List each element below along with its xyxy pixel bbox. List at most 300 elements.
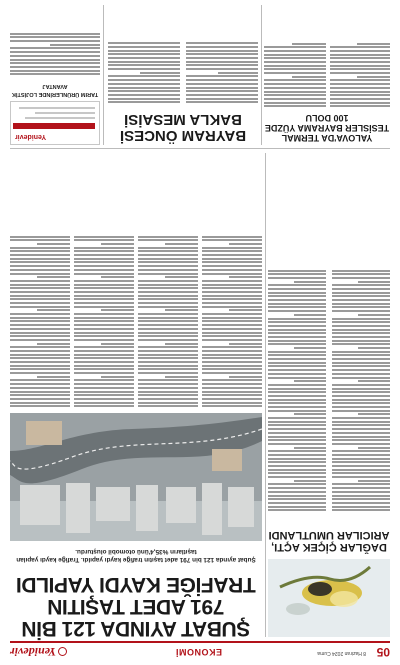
body-text-line	[268, 410, 326, 412]
body-text-line	[202, 247, 262, 249]
body-text-line	[108, 68, 180, 70]
body-text-line	[10, 40, 100, 42]
body-text-line	[186, 79, 258, 81]
body-text-line	[264, 105, 326, 107]
body-text-line	[37, 343, 70, 345]
body-text-line	[218, 72, 258, 74]
bottom2-body-col1	[330, 9, 390, 109]
body-text-line	[268, 458, 326, 460]
body-text-line	[74, 394, 134, 396]
body-text-line	[138, 262, 198, 264]
body-text-line	[74, 398, 134, 400]
body-text-line	[10, 55, 100, 57]
body-text-line	[101, 276, 134, 278]
body-text-line	[332, 402, 390, 404]
body-text-line	[202, 284, 262, 286]
body-text-line	[10, 391, 70, 393]
body-text-line	[202, 350, 262, 352]
body-text-line	[332, 362, 390, 364]
body-text-line	[268, 487, 326, 489]
body-text-line	[264, 80, 326, 82]
body-text-line	[108, 101, 180, 103]
body-text-line	[268, 369, 326, 371]
body-text-line	[268, 303, 326, 305]
body-text-line	[108, 94, 180, 96]
body-text-line	[140, 72, 180, 74]
body-text-line	[10, 398, 70, 400]
body-text-line	[74, 317, 134, 319]
body-text-line	[332, 277, 390, 279]
body-text-line	[202, 302, 262, 304]
main-body-col1	[202, 153, 262, 409]
body-text-line	[74, 280, 134, 282]
body-text-line	[229, 376, 262, 378]
body-text-line	[108, 79, 180, 81]
body-text-line	[264, 91, 326, 93]
body-text-line	[186, 53, 258, 55]
body-text-line	[74, 365, 134, 367]
body-text-line	[138, 339, 198, 341]
body-text-line	[332, 502, 390, 504]
body-text-line	[186, 42, 258, 44]
body-text-line	[202, 328, 262, 330]
body-text-line	[10, 51, 100, 53]
body-text-line	[138, 269, 198, 271]
body-text-line	[138, 387, 198, 389]
body-text-line	[74, 383, 134, 385]
body-text-line	[74, 265, 134, 267]
body-text-line	[332, 310, 390, 312]
body-text-line	[74, 295, 134, 297]
body-text-line	[138, 280, 198, 282]
body-text-line	[357, 76, 390, 78]
body-text-line	[332, 340, 390, 342]
body-text-line	[292, 43, 326, 45]
body-text-line	[202, 265, 262, 267]
body-text-line	[10, 372, 70, 374]
main-body-col4	[10, 153, 70, 409]
body-text-line	[358, 281, 390, 283]
body-text-line	[332, 458, 390, 460]
body-text-line	[108, 90, 180, 92]
body-text-line	[330, 105, 390, 107]
body-text-line	[264, 65, 326, 67]
body-text-line	[202, 258, 262, 260]
body-text-line	[74, 291, 134, 293]
body-text-line	[202, 239, 262, 241]
body-text-line	[332, 388, 390, 390]
body-text-line	[332, 495, 390, 497]
body-text-line	[10, 328, 70, 330]
body-text-line	[332, 498, 390, 500]
body-text-line	[138, 398, 198, 400]
body-text-line	[74, 287, 134, 289]
body-text-line	[332, 410, 390, 412]
body-text-line	[138, 380, 198, 382]
body-text-line	[268, 292, 326, 294]
body-text-line	[165, 376, 198, 378]
body-text-line	[264, 83, 326, 85]
body-text-line	[138, 332, 198, 334]
body-text-line	[10, 321, 70, 323]
body-text-line	[138, 313, 198, 315]
body-text-line	[138, 306, 198, 308]
body-text-line	[264, 94, 326, 96]
body-text-line	[10, 298, 70, 300]
body-text-line	[229, 309, 262, 311]
body-text-line	[264, 102, 326, 104]
body-text-line	[202, 339, 262, 341]
body-text-line	[264, 54, 326, 56]
body-text-line	[10, 346, 70, 348]
body-text-line	[268, 436, 326, 438]
body-text-line	[138, 405, 198, 407]
body-text-line	[138, 291, 198, 293]
body-text-line	[332, 472, 390, 474]
body-text-line	[332, 428, 390, 430]
body-text-line	[202, 298, 262, 300]
body-text-line	[186, 64, 258, 66]
body-text-line	[330, 87, 390, 89]
body-text-line	[268, 432, 326, 434]
body-text-line	[268, 277, 326, 279]
body-text-line	[332, 351, 390, 353]
body-text-line	[264, 98, 326, 100]
body-text-line	[268, 395, 326, 397]
body-text-line	[138, 284, 198, 286]
body-text-line	[268, 310, 326, 312]
body-text-line	[268, 472, 326, 474]
body-text-line	[202, 357, 262, 359]
body-text-line	[10, 350, 70, 352]
body-text-line	[268, 329, 326, 331]
body-text-line	[332, 399, 390, 401]
body-text-line	[108, 61, 180, 63]
body-text-line	[202, 273, 262, 275]
body-text-line	[268, 343, 326, 345]
body-text-line	[358, 347, 390, 349]
body-text-line	[138, 354, 198, 356]
bottom1-body-col1	[186, 9, 258, 105]
body-text-line	[268, 377, 326, 379]
body-text-line	[186, 76, 258, 78]
body-text-line	[332, 395, 390, 397]
body-text-line	[332, 373, 390, 375]
body-text-line	[202, 335, 262, 337]
body-text-line	[186, 90, 258, 92]
body-text-line	[202, 332, 262, 334]
body-text-line	[138, 302, 198, 304]
body-text-line	[268, 340, 326, 342]
body-text-line	[332, 321, 390, 323]
body-text-line	[268, 270, 326, 272]
body-text-line	[332, 284, 390, 286]
body-text-line	[202, 383, 262, 385]
body-text-line	[10, 291, 70, 293]
body-text-line	[10, 394, 70, 396]
body-text-line	[268, 425, 326, 427]
advertisement	[10, 101, 100, 145]
body-text-line	[186, 101, 258, 103]
body-text-line	[10, 402, 70, 404]
body-text-line	[101, 376, 134, 378]
body-text-line	[74, 306, 134, 308]
body-text-line	[268, 318, 326, 320]
body-text-line	[108, 98, 180, 100]
bottom3-body	[10, 9, 100, 77]
body-text-line	[268, 484, 326, 486]
body-text-line	[332, 273, 390, 275]
body-text-line	[10, 48, 100, 50]
body-text-line	[332, 369, 390, 371]
body-text-line	[229, 276, 262, 278]
body-text-line	[74, 350, 134, 352]
body-text-line	[294, 281, 326, 283]
body-text-line	[74, 380, 134, 382]
body-text-line	[202, 361, 262, 363]
body-text-line	[332, 506, 390, 508]
body-text-line	[74, 324, 134, 326]
body-text-line	[268, 506, 326, 508]
bottom-divider-1	[261, 5, 262, 145]
body-text-line	[268, 358, 326, 360]
page-number: 05	[376, 645, 390, 659]
body-text-line	[101, 343, 134, 345]
body-text-line	[264, 68, 326, 70]
body-text-line	[332, 332, 390, 334]
section-label: EKONOMİ	[175, 647, 222, 657]
body-text-line	[202, 324, 262, 326]
body-text-line	[229, 343, 262, 345]
body-text-line	[138, 402, 198, 404]
body-text-line	[268, 388, 326, 390]
body-text-line	[268, 498, 326, 500]
body-text-line	[138, 295, 198, 297]
body-text-line	[202, 394, 262, 396]
body-text-line	[186, 57, 258, 59]
header-rule	[10, 641, 390, 643]
body-text-line	[10, 284, 70, 286]
body-text-line	[138, 335, 198, 337]
body-text-line	[268, 307, 326, 309]
body-text-line	[332, 329, 390, 331]
body-text-line	[186, 61, 258, 63]
body-text-line	[10, 313, 70, 315]
body-text-line	[330, 68, 390, 70]
body-text-line	[138, 321, 198, 323]
body-text-line	[138, 328, 198, 330]
body-text-line	[202, 387, 262, 389]
section-divider	[10, 148, 390, 149]
body-text-line	[332, 491, 390, 493]
body-text-line	[268, 391, 326, 393]
body-text-line	[74, 254, 134, 256]
body-text-line	[202, 321, 262, 323]
body-text-line	[10, 354, 70, 356]
body-text-line	[51, 44, 101, 46]
body-text-line	[138, 287, 198, 289]
body-text-line	[332, 439, 390, 441]
body-text-line	[202, 269, 262, 271]
body-text-line	[332, 484, 390, 486]
body-text-line	[138, 368, 198, 370]
main-body-col2	[138, 153, 198, 409]
body-text-line	[330, 94, 390, 96]
body-text-line	[10, 383, 70, 385]
body-text-line	[330, 54, 390, 56]
logo-text: Yenidevir	[10, 645, 56, 659]
body-text-line	[108, 42, 180, 44]
body-text-line	[358, 380, 390, 382]
honey-bee-photo	[268, 559, 390, 637]
body-text-line	[332, 303, 390, 305]
bottom-divider-2	[103, 5, 104, 145]
body-text-line	[332, 270, 390, 272]
side-headline: DAĞLAR ÇİÇEK AÇTI, ARICILAR UMUTLANDI	[268, 529, 390, 553]
body-text-line	[74, 357, 134, 359]
body-text-line	[264, 87, 326, 89]
body-text-line	[332, 307, 390, 309]
body-text-line	[332, 358, 390, 360]
body-text-line	[202, 236, 262, 238]
body-text-line	[202, 291, 262, 293]
body-text-line	[10, 36, 100, 38]
body-text-line	[10, 269, 70, 271]
body-text-line	[268, 295, 326, 297]
body-text-line	[10, 317, 70, 319]
body-text-line	[10, 262, 70, 264]
body-text-line	[74, 402, 134, 404]
body-text-line	[186, 68, 258, 70]
body-text-line	[74, 247, 134, 249]
body-text-line	[202, 287, 262, 289]
body-text-line	[268, 299, 326, 301]
body-text-line	[10, 324, 70, 326]
body-text-line	[332, 366, 390, 368]
body-text-line	[332, 469, 390, 471]
main-body-col3	[74, 153, 134, 409]
body-text-line	[74, 321, 134, 323]
body-text-line	[138, 236, 198, 238]
main-subheadline: Şubat ayında 121 bin 791 adet taşıtın trafiğe kaydı yapıldı. Trafiğe kaydı yapılan taşıtların %35,4'ünü otomobil oluşturdu.	[16, 548, 256, 563]
side-body-col1	[332, 153, 390, 513]
body-text-line	[268, 443, 326, 445]
body-text-line	[74, 346, 134, 348]
body-text-line	[186, 87, 258, 89]
body-text-line	[74, 332, 134, 334]
body-text-line	[330, 80, 390, 82]
body-text-line	[268, 421, 326, 423]
body-text-line	[268, 384, 326, 386]
body-text-line	[330, 46, 390, 48]
body-text-line	[330, 91, 390, 93]
body-text-line	[202, 306, 262, 308]
body-text-line	[186, 98, 258, 100]
body-text-line	[10, 236, 70, 238]
body-text-line	[10, 306, 70, 308]
body-text-line	[332, 292, 390, 294]
body-text-line	[138, 346, 198, 348]
body-text-line	[10, 73, 100, 75]
body-text-line	[268, 321, 326, 323]
body-text-line	[37, 309, 70, 311]
body-text-line	[202, 391, 262, 393]
body-text-line	[108, 87, 180, 89]
body-text-line	[358, 447, 390, 449]
body-text-line	[186, 94, 258, 96]
bottom1-headline: BAYRAM ÖNCESİ BAKLA MESAİSİ	[119, 111, 247, 144]
body-text-line	[108, 57, 180, 59]
body-text-line	[268, 509, 326, 511]
body-text-line	[74, 262, 134, 264]
body-text-line	[37, 376, 70, 378]
body-text-line	[202, 280, 262, 282]
body-text-line	[10, 365, 70, 367]
body-text-line	[202, 372, 262, 374]
body-text-line	[74, 273, 134, 275]
body-text-line	[264, 57, 326, 59]
body-text-line	[229, 243, 262, 245]
body-text-line	[202, 354, 262, 356]
body-text-line	[357, 43, 390, 45]
body-text-line	[264, 50, 326, 52]
body-text-line	[138, 350, 198, 352]
body-text-line	[10, 66, 100, 68]
body-text-line	[10, 70, 100, 72]
body-text-line	[10, 387, 70, 389]
body-text-line	[294, 347, 326, 349]
body-text-line	[332, 461, 390, 463]
body-text-line	[330, 98, 390, 100]
body-text-line	[138, 365, 198, 367]
body-text-line	[332, 295, 390, 297]
body-text-line	[268, 476, 326, 478]
body-text-line	[74, 258, 134, 260]
body-text-line	[74, 372, 134, 374]
newspaper-logo	[10, 644, 67, 659]
body-text-line	[202, 365, 262, 367]
body-text-line	[202, 254, 262, 256]
body-text-line	[330, 61, 390, 63]
body-text-line	[332, 450, 390, 452]
body-text-line	[10, 287, 70, 289]
body-text-line	[202, 368, 262, 370]
body-text-line	[10, 339, 70, 341]
body-text-line	[138, 372, 198, 374]
body-text-line	[186, 46, 258, 48]
body-text-line	[332, 318, 390, 320]
body-text-line	[74, 387, 134, 389]
body-text-line	[10, 247, 70, 249]
body-text-line	[332, 476, 390, 478]
body-text-line	[358, 480, 390, 482]
body-text-line	[268, 502, 326, 504]
body-text-line	[294, 480, 326, 482]
body-text-line	[330, 83, 390, 85]
body-text-line	[138, 247, 198, 249]
body-text-line	[332, 443, 390, 445]
body-text-line	[332, 336, 390, 338]
body-text-line	[330, 102, 390, 104]
body-text-line	[108, 53, 180, 55]
body-text-line	[332, 509, 390, 511]
body-text-line	[10, 361, 70, 363]
body-text-line	[332, 288, 390, 290]
body-text-line	[268, 417, 326, 419]
body-text-line	[358, 314, 390, 316]
body-text-line	[202, 380, 262, 382]
issue-date: 8 Haziran 2024 Cuma	[317, 650, 366, 656]
